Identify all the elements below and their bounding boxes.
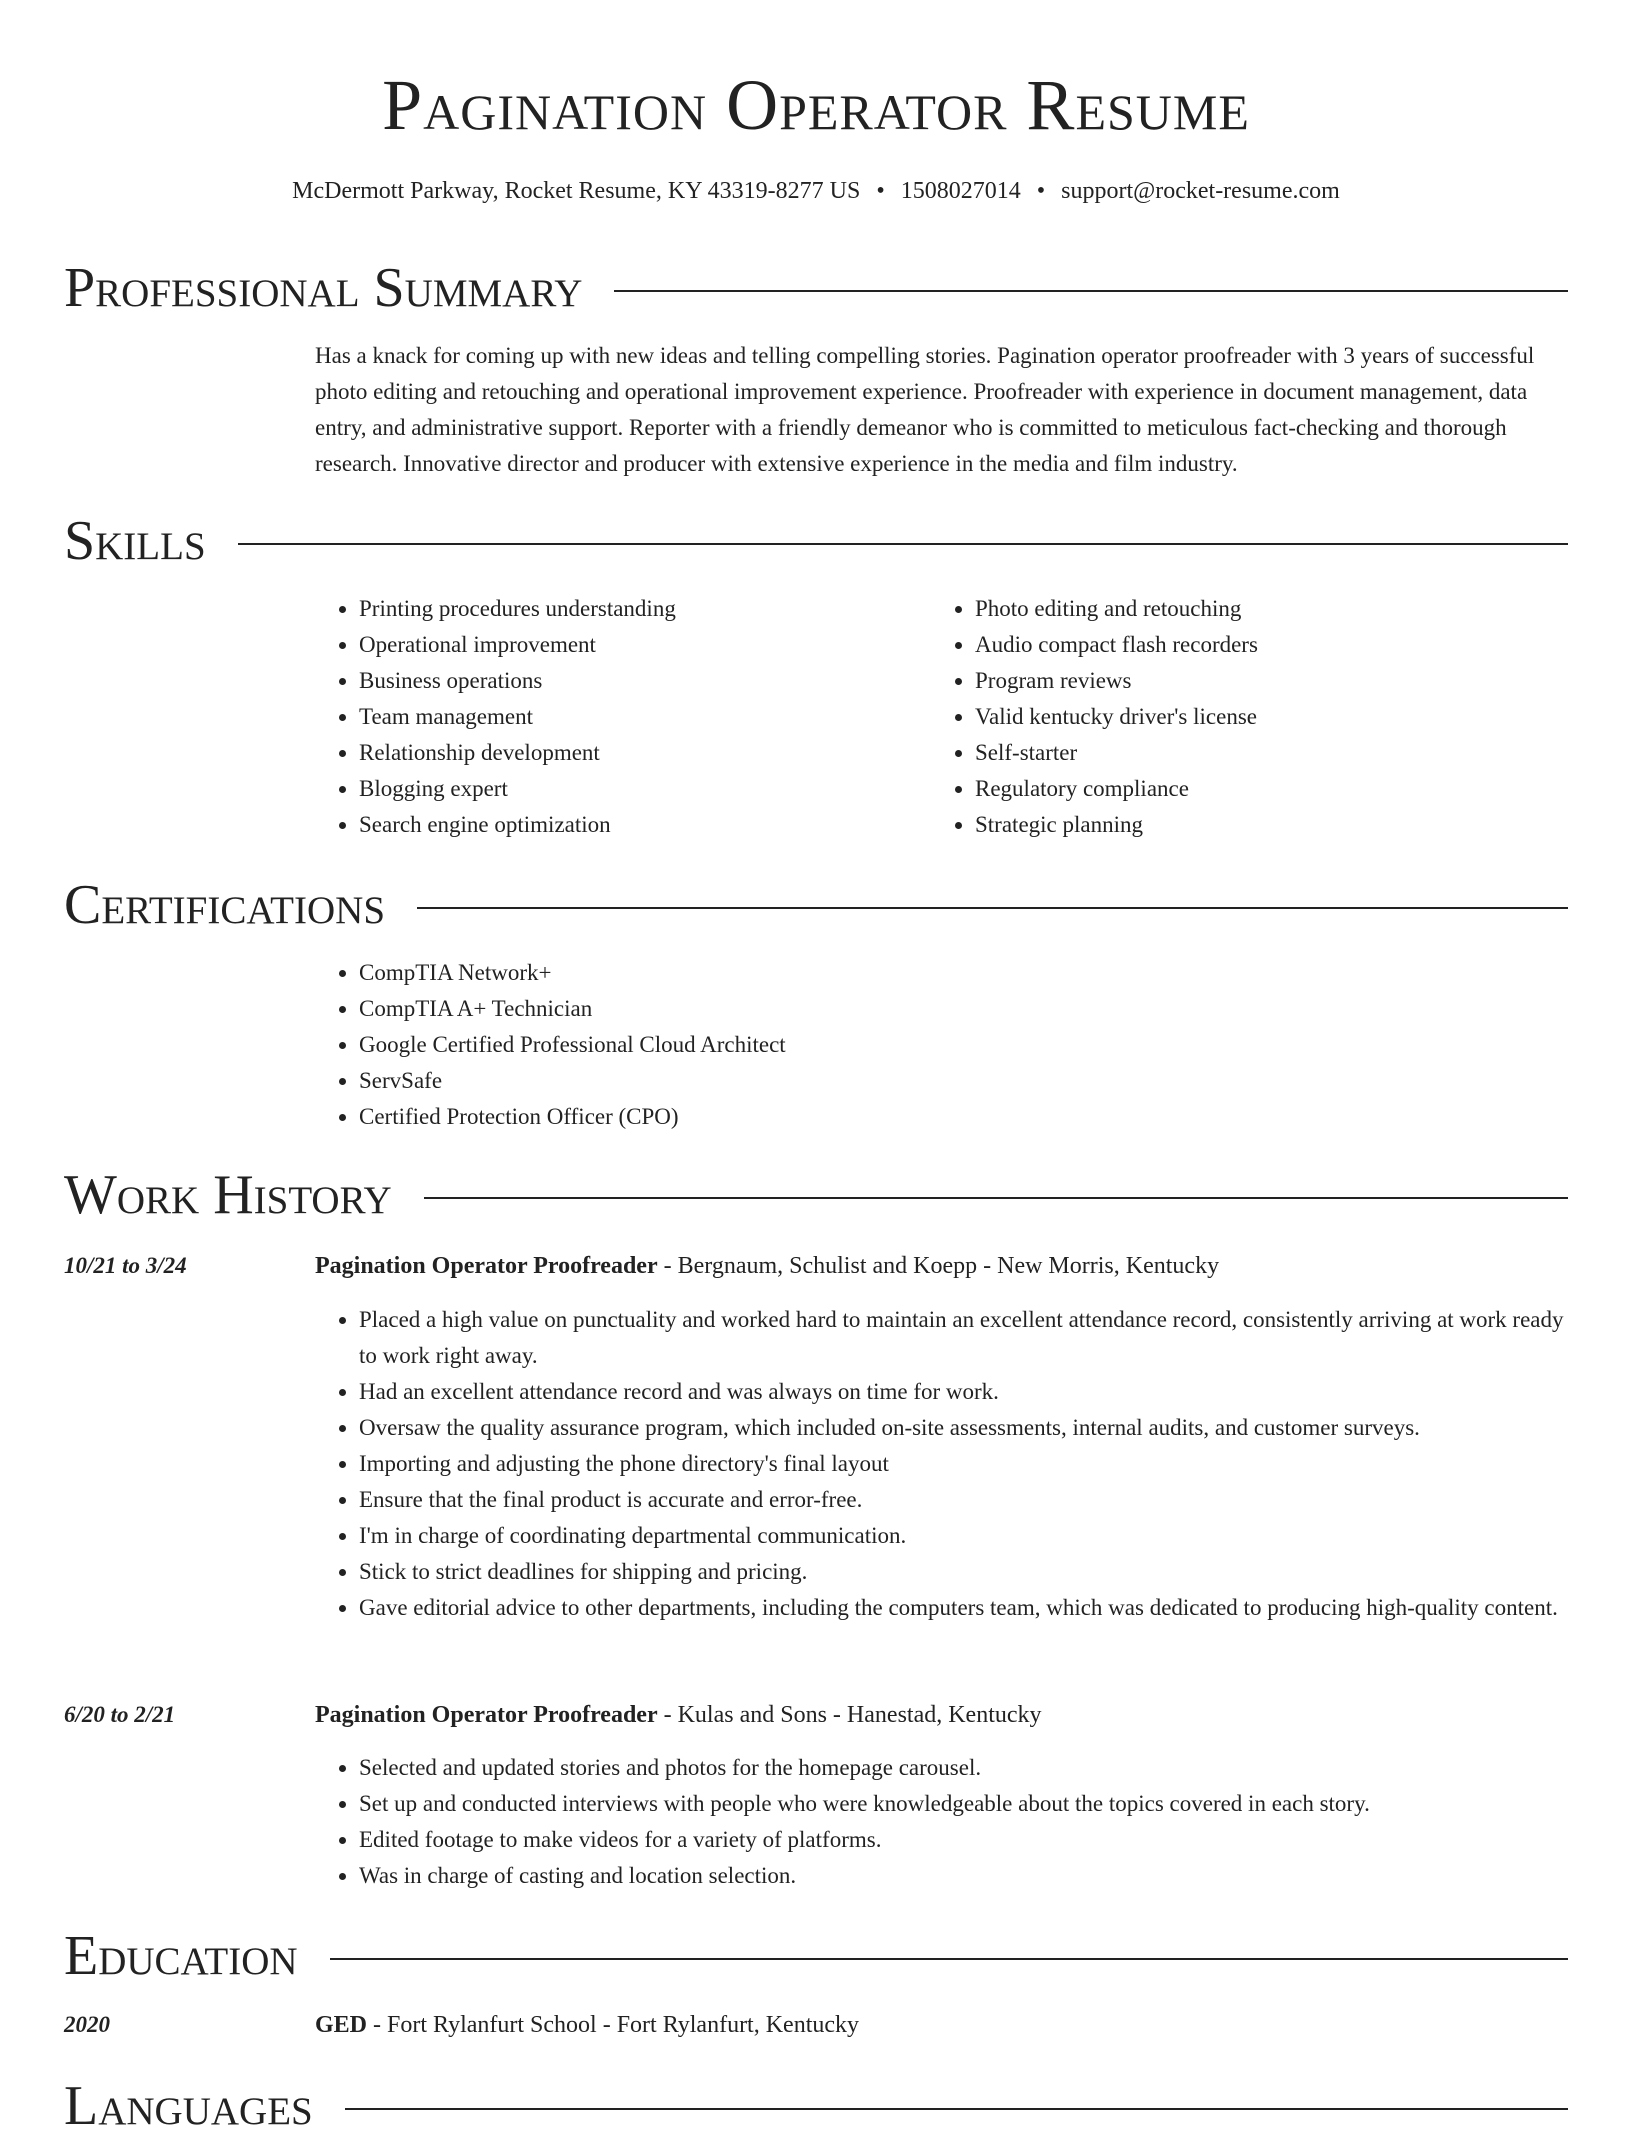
job-employer: - Kulas and Sons - Hanestad, Kentucky bbox=[657, 1702, 1042, 1728]
section-header-certifications bbox=[64, 873, 1568, 937]
job-title-line bbox=[315, 1248, 1568, 1284]
skill-item: • Photo editing and retouching bbox=[975, 591, 1547, 627]
job-duty-item: • Gave editorial advice to other departments, including the computers team, which was dedicated to producing high-quality content. bbox=[359, 1590, 1568, 1626]
skills-columns bbox=[315, 591, 1568, 843]
section-header-summary bbox=[64, 256, 1568, 320]
section-divider bbox=[345, 2108, 1568, 2110]
section-header-skills bbox=[64, 509, 1568, 573]
section-header-languages bbox=[64, 2074, 1568, 2138]
contact-separator: • bbox=[876, 178, 885, 204]
section-title-work-history: Work History bbox=[64, 1164, 392, 1226]
section-divider bbox=[417, 907, 1568, 909]
certification-item: • CompTIA A+ Technician bbox=[359, 991, 1568, 1027]
certification-item: • ServSafe bbox=[359, 1063, 1568, 1099]
education-school: - Fort Rylanfurt School - Fort Rylanfurt, Kentucky bbox=[367, 2012, 860, 2038]
job-employer: - Bergnaum, Schulist and Koepp - New Morris, Kentucky bbox=[657, 1253, 1220, 1279]
job-duty-item: • Stick to strict deadlines for shipping and pricing. bbox=[359, 1554, 1568, 1590]
section-divider bbox=[424, 1197, 1568, 1199]
skill-item: • Blogging expert bbox=[359, 771, 931, 807]
certification-item: • Certified Protection Officer (CPO) bbox=[359, 1099, 1568, 1135]
skills-column-left bbox=[315, 591, 931, 843]
job-duty-item: • Selected and updated stories and photos for the homepage carousel. bbox=[359, 1750, 1568, 1786]
skill-item: • Program reviews bbox=[975, 663, 1547, 699]
section-divider bbox=[238, 543, 1568, 545]
resume-title: Pagination Operator Resume bbox=[382, 65, 1250, 145]
job-title: Pagination Operator Proofreader bbox=[315, 1702, 658, 1728]
contact-phone: 1508027014 bbox=[900, 178, 1021, 204]
skill-item: • Operational improvement bbox=[359, 627, 931, 663]
contact-line bbox=[0, 175, 1632, 207]
skill-item: • Relationship development bbox=[359, 735, 931, 771]
contact-address: McDermott Parkway, Rocket Resume, KY 43319-8277 US bbox=[292, 178, 861, 204]
skills-column-right bbox=[931, 591, 1547, 843]
section-title-skills: Skills bbox=[64, 510, 206, 572]
skill-item: • Strategic planning bbox=[975, 807, 1547, 843]
contact-email: support@rocket-resume.com bbox=[1061, 178, 1340, 204]
skill-item: • Business operations bbox=[359, 663, 931, 699]
education-degree: GED bbox=[315, 2012, 368, 2038]
summary-text: Has a knack for coming up with new ideas and telling compelling stories. Pagination operator proofreader with 3 years of successful photo editing and retouching and operational improvement experience. Proofreader with experience in document management, data entry, and administrative support. Reporter with a friendly demeanor who is committed to meticulous fact-checking and thorough research. Innovative director and producer with extensive experience in the media and film industry. bbox=[315, 343, 1535, 476]
job-duty-item: • Ensure that the final product is accurate and error-free. bbox=[359, 1482, 1568, 1518]
job-duty-item: • Placed a high value on punctuality and worked hard to maintain an excellent attendance record, consistently arriving at work ready to work right away. bbox=[359, 1302, 1568, 1374]
skill-item: • Regulatory compliance bbox=[975, 771, 1547, 807]
section-header-education bbox=[64, 1924, 1568, 1988]
job-duties bbox=[315, 1302, 1568, 1626]
skill-item: • Printing procedures understanding bbox=[359, 591, 931, 627]
job-dates: 10/21 to 3/24 bbox=[64, 1253, 187, 1278]
section-title-education: Education bbox=[64, 1925, 298, 1987]
education-year: 2020 bbox=[64, 2012, 110, 2037]
section-header-work-history bbox=[64, 1163, 1568, 1227]
skill-item: • Team management bbox=[359, 699, 931, 735]
section-divider bbox=[330, 1958, 1568, 1960]
job-title: Pagination Operator Proofreader bbox=[315, 1253, 658, 1279]
job-duty-item: • Had an excellent attendance record and was always on time for work. bbox=[359, 1374, 1568, 1410]
section-divider bbox=[614, 290, 1568, 292]
section-title-summary: Professional Summary bbox=[64, 257, 583, 319]
skill-item: • Audio compact flash recorders bbox=[975, 627, 1547, 663]
job-duty-item: • Edited footage to make videos for a variety of platforms. bbox=[359, 1822, 1568, 1858]
job-duty-item: • I'm in charge of coordinating departmental communication. bbox=[359, 1518, 1568, 1554]
certifications-list bbox=[315, 955, 1568, 1135]
job-duty-item: • Set up and conducted interviews with people who were knowledgeable about the topics covered in each story. bbox=[359, 1786, 1568, 1822]
skill-item: • Valid kentucky driver's license bbox=[975, 699, 1547, 735]
section-title-certifications: Certifications bbox=[64, 874, 386, 936]
job-duty-item: • Was in charge of casting and location selection. bbox=[359, 1858, 1568, 1894]
job-duties bbox=[315, 1750, 1568, 1894]
job-duty-item: • Importing and adjusting the phone directory's final layout bbox=[359, 1446, 1568, 1482]
section-title-languages: Languages bbox=[64, 2075, 313, 2137]
skill-item: • Self-starter bbox=[975, 735, 1547, 771]
certification-item: • CompTIA Network+ bbox=[359, 955, 1568, 991]
certification-item: • Google Certified Professional Cloud Architect bbox=[359, 1027, 1568, 1063]
contact-separator: • bbox=[1036, 178, 1046, 204]
skill-item: • Search engine optimization bbox=[359, 807, 931, 843]
job-dates: 6/20 to 2/21 bbox=[64, 1702, 176, 1727]
job-duty-item: • Oversaw the quality assurance program, which included on-site assessments, internal audits, and customer surveys. bbox=[359, 1410, 1568, 1446]
education-line bbox=[315, 2007, 1568, 2043]
job-title-line bbox=[315, 1697, 1568, 1733]
